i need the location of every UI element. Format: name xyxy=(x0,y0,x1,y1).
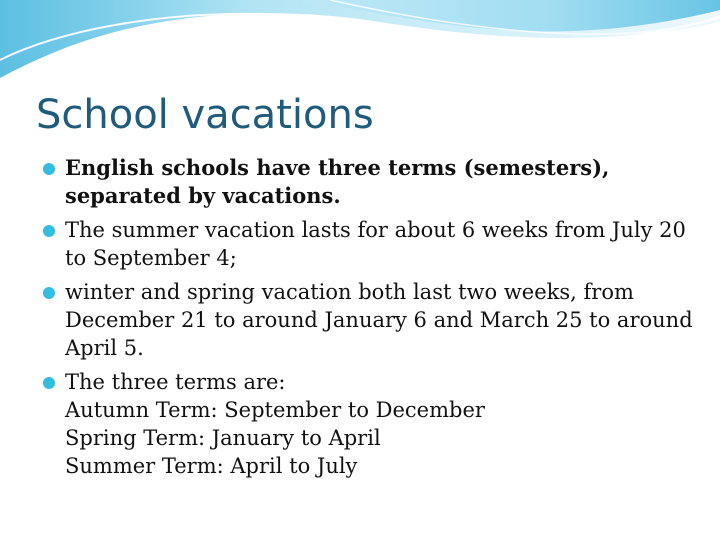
bullet-text: English schools have three terms (semesters), separated by vacations. xyxy=(65,155,610,208)
list-item xyxy=(40,216,700,272)
bullet-text: The summer vacation lasts for about 6 weeks from July 20 to September 4; xyxy=(65,218,686,270)
list-item xyxy=(40,278,700,362)
term-autumn: Autumn Term: September to December xyxy=(65,398,485,422)
list-item xyxy=(40,154,700,210)
term-summer: Summer Term: April to July xyxy=(65,454,358,478)
bullet-icon xyxy=(43,377,55,389)
list-item xyxy=(40,368,700,480)
bullet-list xyxy=(40,154,700,486)
term-spring: Spring Term: January to April xyxy=(65,426,381,450)
terms-intro: The three terms are: xyxy=(65,370,286,394)
bullet-icon xyxy=(43,163,55,175)
bullet-text: winter and spring vacation both last two weeks, from December 21 to around January 6 and March 25 to around April 5. xyxy=(65,280,693,360)
bullet-icon xyxy=(43,287,55,299)
bullet-icon xyxy=(43,225,55,237)
slide-title: School vacations xyxy=(36,92,374,138)
header-wave-decoration xyxy=(0,0,720,90)
